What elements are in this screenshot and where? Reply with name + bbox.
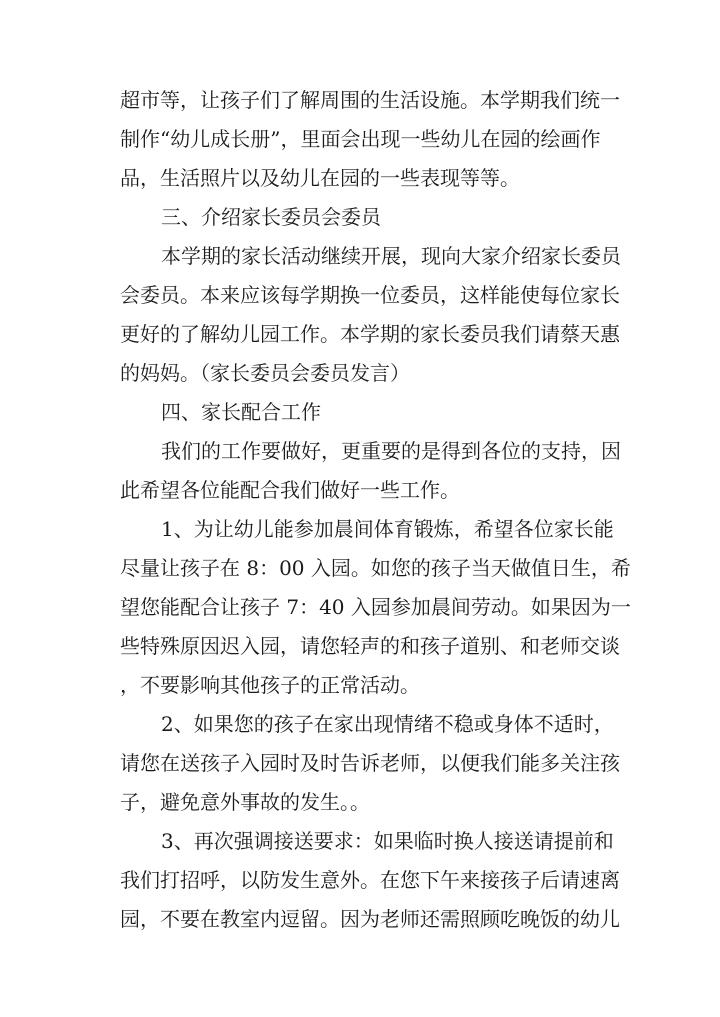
text-line: 我们打招呼，以防发生意外。在您下午来接孩子后请速离 xyxy=(120,868,620,892)
text-line: 会委员。本来应该每学期换一位委员，这样能使每位家长 xyxy=(120,283,620,307)
text-line: 的妈妈。（家长委员会委员发言） xyxy=(120,361,410,385)
text-line: 望您能配合让孩子 7：40 入园参加晨间劳动。如果因为一 xyxy=(120,595,631,619)
text-line: 请您在送孩子入园时及时告诉老师，以便我们能多关注孩 xyxy=(120,751,620,775)
text-line: 品，生活照片以及幼儿在园的一些表现等等。 xyxy=(120,166,520,190)
section-heading: 三、介绍家长委员会委员 xyxy=(161,205,381,229)
text-line: 1、为让幼儿能参加晨间体育锻炼，希望各位家长能 xyxy=(161,517,614,541)
text-line: 2、如果您的孩子在家出现情绪不稳或身体不适时， xyxy=(161,712,614,736)
text-line: 尽量让孩子在 8：00 入园。如您的孩子当天做值日生，希 xyxy=(120,556,631,580)
text-line: 我们的工作要做好，更重要的是得到各位的支持，因 xyxy=(161,439,621,463)
text-line: 些特殊原因迟入园，请您轻声的和孩子道别、和老师交谈 xyxy=(120,634,620,658)
text-line: 超市等，让孩子们了解周围的生活设施。本学期我们统一 xyxy=(120,88,620,112)
text-line: 更好的了解幼儿园工作。本学期的家长委员我们请蔡天惠 xyxy=(120,322,620,346)
text-line: 子，避免意外事故的发生。。 xyxy=(120,790,370,814)
text-line: 园，不要在教室内逗留。因为老师还需照顾吃晚饭的幼儿 xyxy=(120,907,620,931)
text-line: ，不要影响其他孩子的正常活动。 xyxy=(120,673,420,697)
text-line: 本学期的家长活动继续开展，现向大家介绍家长委员 xyxy=(161,244,621,268)
text-line: 制作“幼儿成长册”，里面会出现一些幼儿在园的绘画作 xyxy=(120,127,601,151)
section-heading: 四、家长配合工作 xyxy=(161,400,321,424)
text-line: 3、再次强调接送要求：如果临时换人接送请提前和 xyxy=(161,829,614,853)
text-line: 此希望各位能配合我们做好一些工作。 xyxy=(120,478,460,502)
